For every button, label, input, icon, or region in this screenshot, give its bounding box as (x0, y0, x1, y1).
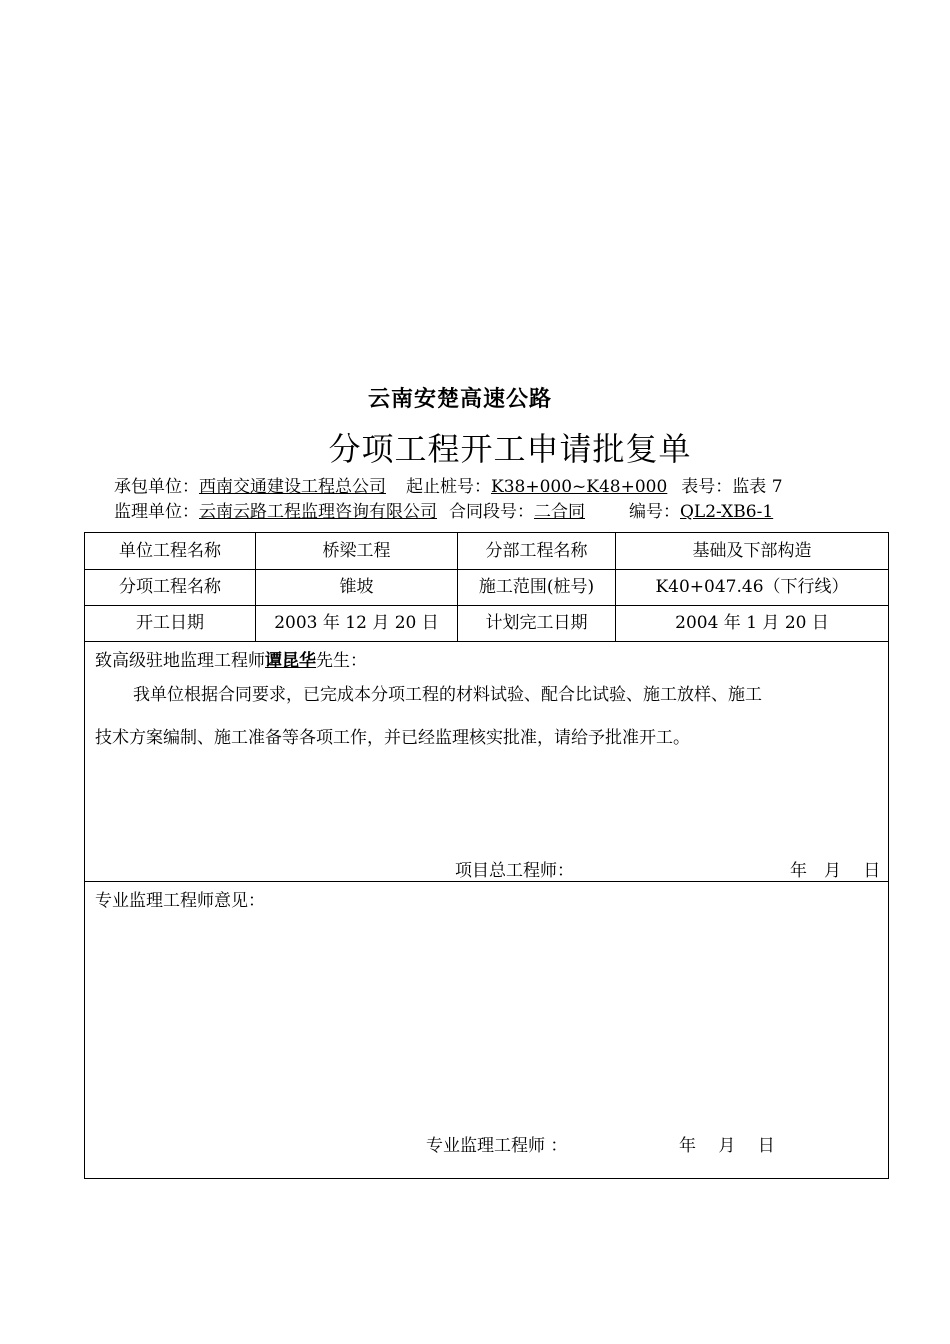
opinion-label: 专业监理工程师意见： (95, 891, 265, 911)
request-body-line-1: 我单位根据合同要求，已完成本分项工程的材料试验、配合比试验、施工放样、施工 (133, 685, 762, 705)
item-project-value: 锥坡 (339, 577, 374, 597)
item-project-label: 分项工程名称 (119, 577, 221, 597)
scope-value: K40+047.46（下行线） (655, 577, 849, 597)
planned-end-value: 2004 年 1 月 20 日 (675, 613, 829, 633)
start-date-value: 2003 年 12 月 20 日 (274, 613, 439, 633)
specialist-date: 年 月 日 (679, 1136, 775, 1156)
start-date-label: 开工日期 (136, 613, 204, 633)
form-frame (84, 532, 889, 1179)
contract-label: 合同段号： (449, 502, 534, 522)
contract-value: 二合同 (534, 502, 585, 522)
unit-project-label: 单位工程名称 (119, 541, 221, 561)
contractor-value: 西南交通建设工程总公司 (199, 477, 386, 497)
salutation-suffix: 先生： (316, 651, 367, 671)
station-value: K38+000~K48+000 (491, 477, 668, 497)
supervisor-label: 监理单位： (114, 502, 199, 522)
salutation-prefix: 致高级驻地监理工程师 (95, 651, 265, 671)
contractor-label: 承包单位： (114, 477, 199, 497)
row-divider (85, 641, 888, 642)
chief-engineer-sign-label: 项目总工程师： (455, 861, 574, 881)
division-project-value: 基础及下部构造 (692, 541, 812, 561)
division-project-label: 分部工程名称 (485, 541, 588, 561)
scope-label: 施工范围(桩号) (478, 577, 595, 597)
form-number-label: 表号： (681, 477, 733, 497)
station-label: 起止桩号： (406, 477, 491, 497)
meta-line-1 (114, 472, 783, 497)
code-value: QL2-XB6-1 (680, 502, 774, 522)
unit-project-value: 桥梁工程 (322, 541, 391, 561)
planned-end-label: 计划完工日期 (485, 613, 588, 633)
project-title: 云南安楚高速公路 (367, 387, 552, 412)
engineer-name: 谭昆华 (265, 651, 316, 671)
code-label: 编号： (629, 502, 680, 522)
section-divider (85, 881, 888, 882)
supervisor-value: 云南云路工程监理咨询有限公司 (199, 502, 437, 522)
form-title: 分项工程开工申请批复单 (328, 430, 692, 468)
request-body-line-2: 技术方案编制、施工准备等各项工作，并已经监理核实批准，请给予批准开工。 (95, 728, 690, 748)
meta-line-2 (114, 497, 773, 522)
salutation (95, 646, 367, 671)
form-number-value: 监表 7 (732, 477, 783, 497)
chief-engineer-date: 年 月 日 (790, 861, 881, 881)
specialist-sign-label: 专业监理工程师 ： (426, 1136, 568, 1156)
